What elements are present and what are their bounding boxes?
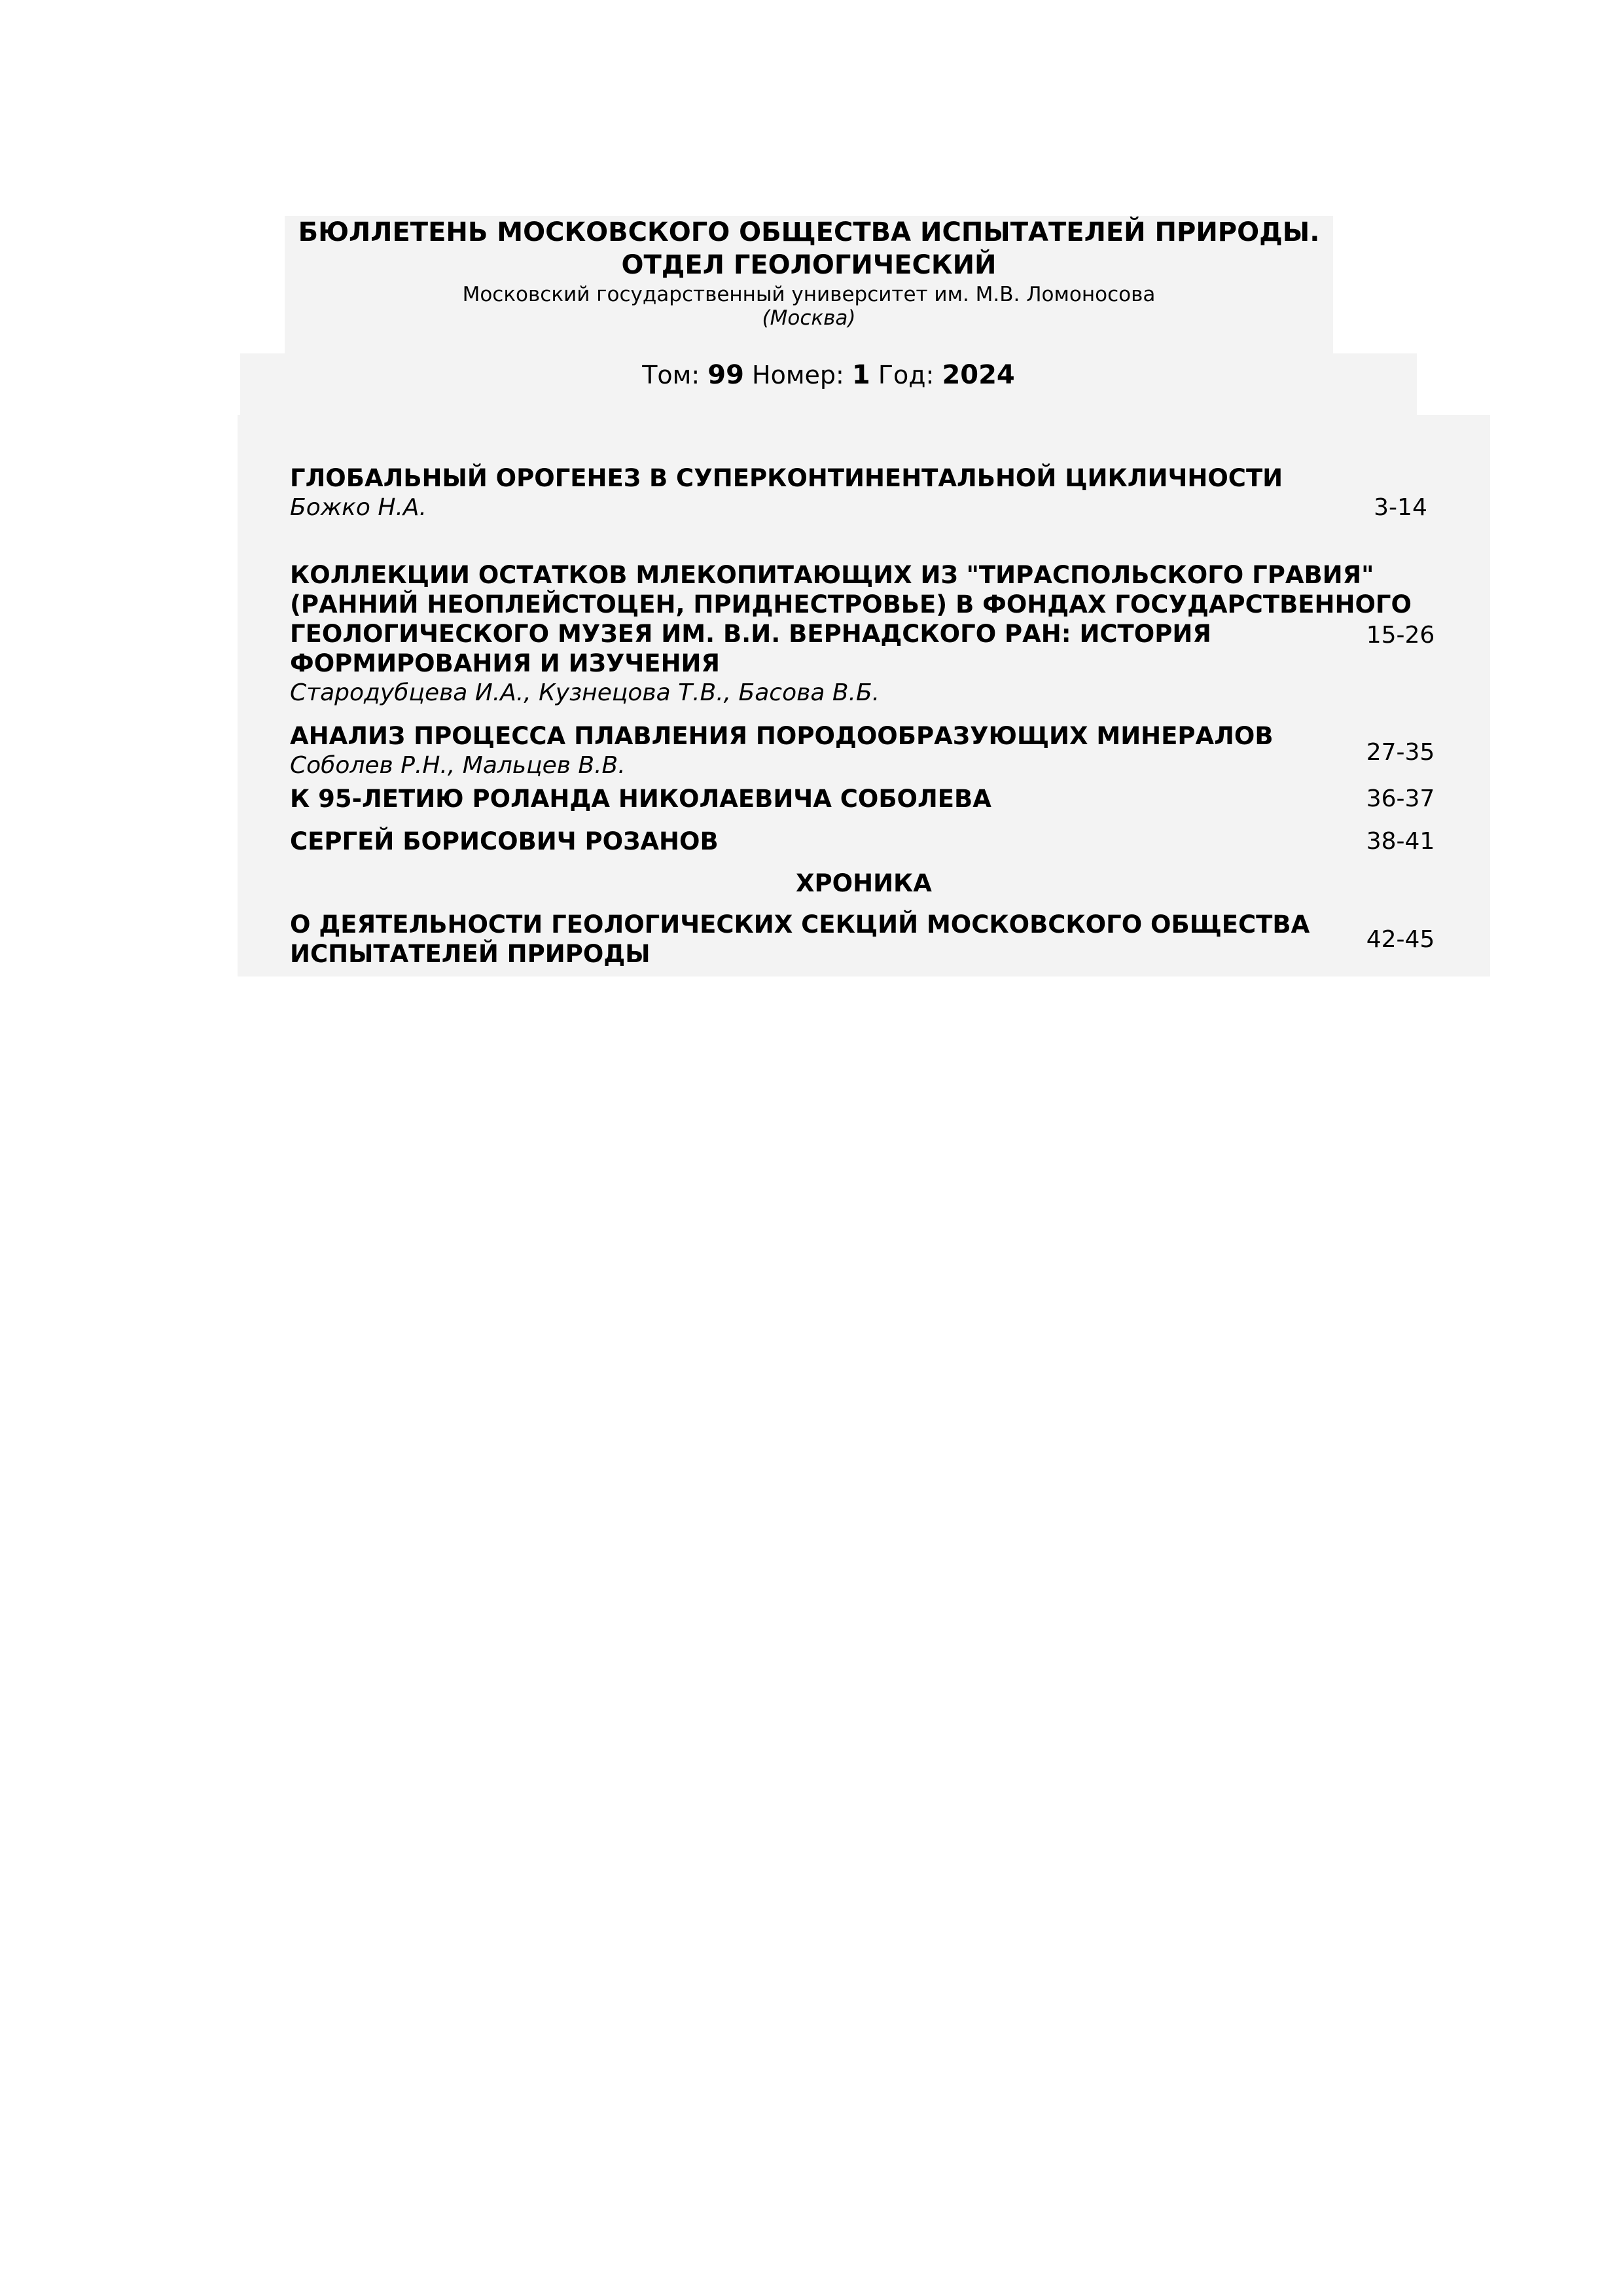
toc-entry[interactable] xyxy=(290,463,1324,522)
article-title-line[interactable]: О ДЕЯТЕЛЬНОСТИ ГЕОЛОГИЧЕСКИХ СЕКЦИЙ МОСКОВСКОГО ОБЩЕСТВА xyxy=(290,910,1310,939)
article-title[interactable]: АНАЛИЗ ПРОЦЕССА ПЛАВЛЕНИЯ ПОРОДООБРАЗУЮЩИХ МИНЕРАЛОВ xyxy=(290,722,1274,750)
year-label: Год: xyxy=(878,361,935,389)
article-authors: Соболев Р.Н., Мальцев В.В. xyxy=(290,752,626,779)
section-heading-chronicle: ХРОНИКА xyxy=(796,869,932,897)
article-pages: 15-26 xyxy=(1366,622,1435,649)
article-pages: 42-45 xyxy=(1366,926,1435,953)
article-pages: 36-37 xyxy=(1366,785,1435,812)
number-label: Номер: xyxy=(752,361,844,389)
article-authors: Божко Н.А. xyxy=(290,494,427,521)
issue-info xyxy=(240,357,1417,393)
publisher-city: (Москва) xyxy=(762,306,856,330)
journal-title-line-2: ОТДЕЛ ГЕОЛОГИЧЕСКИЙ xyxy=(621,250,997,280)
number-value: 1 xyxy=(851,360,870,390)
article-title-line[interactable]: ФОРМИРОВАНИЯ И ИЗУЧЕНИЯ xyxy=(290,649,720,677)
publisher-university: Московский государственный университет им. М.В. Ломоносова xyxy=(462,283,1156,306)
article-title-line[interactable]: ГЕОЛОГИЧЕСКОГО МУЗЕЯ ИМ. В.И. ВЕРНАДСКОГО РАН: ИСТОРИЯ xyxy=(290,620,1211,648)
article-title[interactable]: ГЛОБАЛЬНЫЙ ОРОГЕНЕЗ В СУПЕРКОНТИНЕНТАЛЬНОЙ ЦИКЛИЧНОСТИ xyxy=(290,464,1283,492)
article-pages: 38-41 xyxy=(1366,828,1435,855)
article-title-line[interactable]: ИСПЫТАТЕЛЕЙ ПРИРОДЫ xyxy=(290,940,651,968)
year-value: 2024 xyxy=(942,360,1015,390)
volume-label: Том: xyxy=(642,361,700,389)
article-pages: 3-14 xyxy=(1374,494,1427,521)
article-authors: Стародубцева И.А., Кузнецова Т.В., Басова В.Б. xyxy=(290,679,880,706)
article-title[interactable]: СЕРГЕЙ БОРИСОВИЧ РОЗАНОВ xyxy=(290,827,719,855)
article-title[interactable]: К 95-ЛЕТИЮ РОЛАНДА НИКОЛАЕВИЧА СОБОЛЕВА xyxy=(290,785,991,813)
toc-entry[interactable] xyxy=(290,827,1324,856)
article-title-line[interactable]: (РАННИЙ НЕОПЛЕЙСТОЦЕН, ПРИДНЕСТРОВЬЕ) В ФОНДАХ ГОСУДАРСТВЕННОГО xyxy=(290,590,1412,619)
article-title-line[interactable]: КОЛЛЕКЦИИ ОСТАТКОВ МЛЕКОПИТАЮЩИХ ИЗ "ТИРАСПОЛЬСКОГО ГРАВИЯ" xyxy=(290,561,1374,589)
journal-title-line-1: БЮЛЛЕТЕНЬ МОСКОВСКОГО ОБЩЕСТВА ИСПЫТАТЕЛЕЙ ПРИРОДЫ. xyxy=(298,217,1320,247)
toc-entry[interactable] xyxy=(290,910,1324,969)
toc-entry[interactable] xyxy=(290,784,1324,814)
article-pages: 27-35 xyxy=(1366,739,1435,766)
volume-value: 99 xyxy=(707,360,744,390)
toc-entry[interactable] xyxy=(290,721,1324,780)
